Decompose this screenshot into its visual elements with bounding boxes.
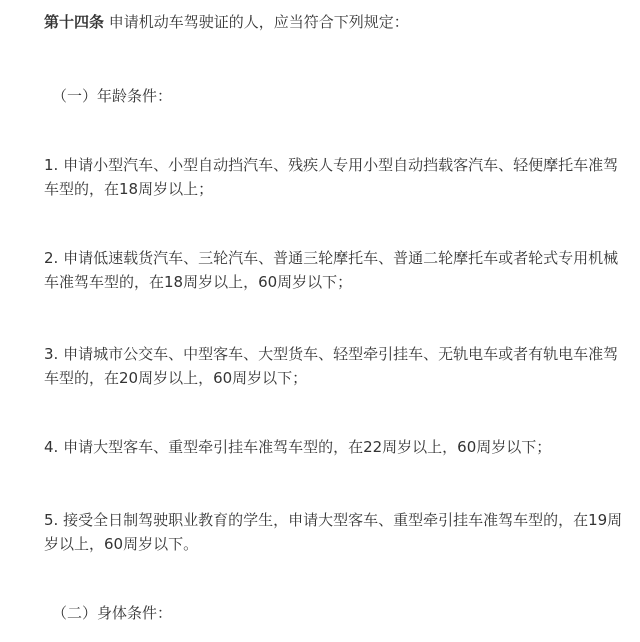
list-item-5-line2: 岁以上，60周岁以下。 [44,535,199,553]
list-item-3-line1: 3. 申请城市公交车、中型客车、大型货车、轻型牵引挂车、无轨电车或者有轨电车准驾 [44,345,619,363]
list-item-1-line1: 1. 申请小型汽车、小型自动挡汽车、残疾人专用小型自动挡载客汽车、轻便摩托车准驾 [44,156,619,174]
list-item-1-line2: 车型的，在18周岁以上； [44,180,214,198]
section-heading-body: （二）身体条件： [52,604,173,622]
article-intro-text: 申请机动车驾驶证的人，应当符合下列规定： [104,13,409,31]
article-label: 第十四条 [44,13,105,31]
list-item-4-line1: 4. 申请大型客车、重型牵引挂车准驾车型的，在22周岁以上，60周岁以下； [44,438,552,456]
list-item-2-line2: 车准驾车型的，在18周岁以上，60周岁以下； [44,273,353,291]
list-item-5-line1: 5. 接受全日制驾驶职业教育的学生，申请大型客车、重型牵引挂车准驾车型的，在19周 [44,511,623,529]
list-item-2-line1: 2. 申请低速载货汽车、三轮汽车、普通三轮摩托车、普通二轮摩托车或者轮式专用机械 [44,249,619,267]
section-heading-age: （一）年龄条件： [52,87,173,105]
article-intro [44,10,614,34]
list-item-3-line2: 车型的，在20周岁以上，60周岁以下； [44,369,308,387]
